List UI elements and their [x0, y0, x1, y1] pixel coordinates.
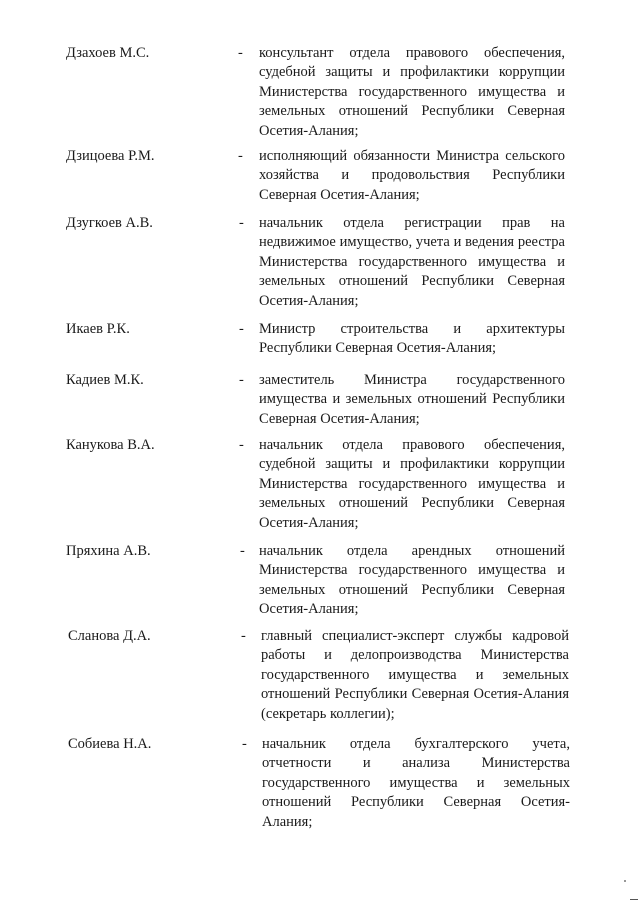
member-name: Дзахоев М.С.	[66, 45, 150, 61]
scan-edge-mark	[630, 899, 638, 900]
member-description: заместитель Министра государственного имущества и земельных отношений Республики Северная Осетия-Алания;	[259, 372, 565, 427]
member-description: начальник отдела бухгалтерского учета, отчетности и анализа Министерства государственного имущества и земельных отношений Республики Северная Осетия-Алания;	[262, 736, 570, 830]
member-name: Собиева Н.А.	[68, 736, 152, 752]
member-name: Дзугкоев А.В.	[66, 215, 153, 231]
member-dash: -	[238, 45, 243, 61]
member-name: Канукова В.А.	[66, 437, 155, 453]
member-description: Министр строительства и архитектуры Республики Северная Осетия-Алания;	[259, 321, 565, 357]
member-name: Кадиев М.К.	[66, 372, 144, 388]
member-dash: -	[238, 148, 243, 164]
member-description: главный специалист-эксперт службы кадровой работы и делопроизводства Министерства государственного имущества и земельных отношений Республики Северная Осетия-Алания (секретарь коллегии);	[261, 628, 569, 722]
member-dash: -	[239, 437, 244, 453]
member-dash: -	[240, 543, 245, 559]
member-name: Дзицоева Р.М.	[66, 148, 155, 164]
member-dash: -	[239, 372, 244, 388]
member-description: начальник отдела правового обеспечения, судебной защиты и профилактики коррупции Министерства государственного имущества и земельных отношений Республики Северная Осетия-Алания;	[259, 437, 565, 531]
member-dash: -	[242, 736, 247, 752]
member-description: начальник отдела арендных отношений Министерства государственного имущества и земельных отношений Республики Северная Осетия-Алания;	[259, 543, 565, 618]
member-description: консультант отдела правового обеспечения, судебной защиты и профилактики коррупции Министерства государственного имущества и земельных отношений Республики Северная Осетия-Алания;	[259, 45, 565, 139]
member-dash: -	[239, 321, 244, 337]
scan-speck	[624, 880, 626, 882]
member-name: Пряхина А.В.	[66, 543, 151, 559]
member-description: исполняющий обязанности Министра сельского хозяйства и продовольствия Республики Северная Осетия-Алания;	[259, 148, 565, 203]
member-name: Сланова Д.А.	[68, 628, 151, 644]
member-dash: -	[241, 628, 246, 644]
member-name: Икаев Р.К.	[66, 321, 130, 337]
member-dash: -	[239, 215, 244, 231]
member-description: начальник отдела регистрации прав на недвижимое имущество, учета и ведения реестра Министерства государственного имущества и земельных отношений Республики Северная Осетия-Алания;	[259, 215, 565, 309]
